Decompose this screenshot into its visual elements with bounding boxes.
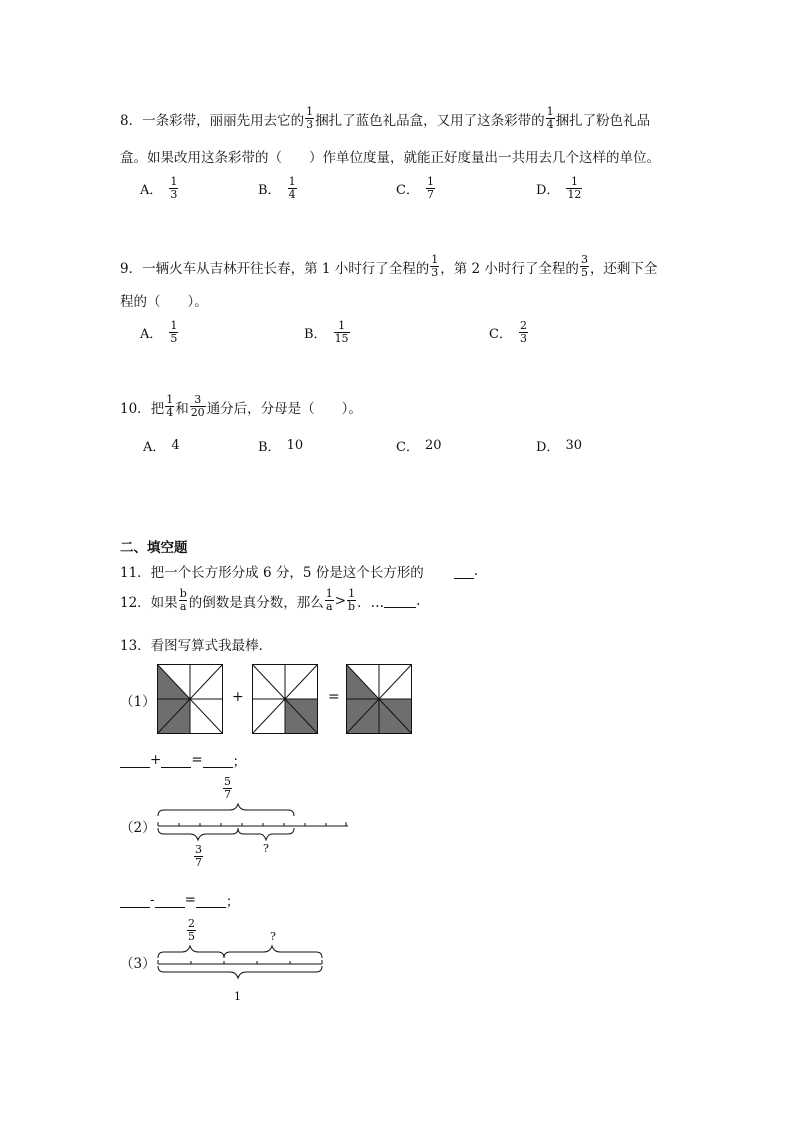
q9-text-2: ，第 2 小时行了全程的 xyxy=(440,260,579,277)
q12-fraction-1-over-a: $\frac{1}{a}$ xyxy=(325,587,333,613)
q10-line1 xyxy=(120,394,362,419)
q12-fraction-b-over-a: $\frac{b}{a}$ xyxy=(179,587,187,613)
q10-text-1: 把 xyxy=(150,400,165,417)
q8-option-a[interactable]: A． $\frac{1}{3}$ xyxy=(140,175,178,201)
q10-option-b[interactable]: B． 10 xyxy=(258,438,304,455)
q8-option-d[interactable]: D． $\frac{1}{12}$ xyxy=(536,175,582,201)
q13-equation-1: + = ； xyxy=(120,750,246,770)
q10-fraction-1: $\frac{1}{4}$ xyxy=(166,393,174,419)
equals-sign: = xyxy=(328,689,340,705)
section-heading: 二、填空题 xyxy=(120,540,188,556)
q12-line: 12．如果 $\frac{b}{a}$ 的倒数是真分数，那么 $\frac{1}{a}$ > $\frac{1}{b}$ ．… . xyxy=(120,587,421,613)
q9-line1 xyxy=(120,254,657,279)
q10-number: 10． xyxy=(120,400,151,417)
q12-text-1: 12．如果 xyxy=(120,594,178,611)
p2-top-fraction: $\frac{5}{7}$ xyxy=(224,775,231,801)
p2-question-mark: ? xyxy=(263,842,269,855)
q13-part3-label: （3） xyxy=(120,956,156,972)
q12-greater-than: > xyxy=(334,592,347,609)
blank-difference[interactable] xyxy=(196,893,226,908)
square-2 xyxy=(252,664,318,734)
q9-fraction-2: $\frac{3}{5}$ xyxy=(580,253,588,279)
q9-option-b[interactable]: B． $\frac{1}{15}$ xyxy=(304,319,349,345)
q13-part2-label: （2） xyxy=(120,820,156,836)
square-3 xyxy=(346,664,412,734)
q11-answer-blank[interactable] xyxy=(454,564,474,579)
square-1 xyxy=(157,664,223,734)
number-line-3 xyxy=(156,944,326,986)
p3-question-mark: ? xyxy=(270,930,276,943)
q12-text-3: ．… xyxy=(357,594,385,611)
q10-fraction-2: $\frac{3}{20}$ xyxy=(190,393,205,419)
q13-equation-2: - = ； xyxy=(120,890,239,910)
q13-title: 13．看图写算式我最棒． xyxy=(120,638,273,654)
q9-text-1: 一辆火车从吉林开往长春，第 1 小时行了全程的 xyxy=(142,260,430,277)
plus-sign: + xyxy=(232,689,244,705)
q13-part1-label: （1） xyxy=(120,694,156,710)
p3-top-fraction: $\frac{2}{5}$ xyxy=(188,917,195,943)
q11-line: 11．把一个长方形分成 6 分，5 份是这个长方形的 . xyxy=(120,563,479,581)
q8-text-2: 捆扎了蓝色礼品盒，又用了这条彩带的 xyxy=(315,112,545,129)
q10-option-c[interactable]: C． 20 xyxy=(396,438,442,455)
q8-number: 8． xyxy=(120,112,143,129)
q10-option-a[interactable]: A． 4 xyxy=(143,438,180,455)
q8-fraction-2: $\frac{1}{4}$ xyxy=(546,105,554,131)
p3-whole-label: 1 xyxy=(234,990,241,1003)
q8-fraction-1: $\frac{1}{3}$ xyxy=(306,105,314,131)
p2-bottom-fraction: $\frac{3}{7}$ xyxy=(195,843,202,869)
blank-addend-1[interactable] xyxy=(120,753,150,768)
q8-option-b[interactable]: B． $\frac{1}{4}$ xyxy=(258,175,296,201)
q11-text: 11．把一个长方形分成 6 分，5 份是这个长方形的 xyxy=(120,565,424,581)
q8-text-1: 一条彩带，丽丽先用去它的 xyxy=(142,112,305,129)
blank-minuend[interactable] xyxy=(120,893,150,908)
q12-fraction-1-over-b: $\frac{1}{b}$ xyxy=(348,587,356,613)
q10-text-2: 和 xyxy=(175,400,189,417)
blank-subtrahend[interactable] xyxy=(155,893,185,908)
number-line-2 xyxy=(156,802,352,842)
q10-text-3: 通分后，分母是（ ）。 xyxy=(206,400,362,417)
q12-text-2: 的倒数是真分数，那么 xyxy=(188,594,324,611)
q9-line2: 程的（ ）。 xyxy=(120,294,208,310)
blank-addend-2[interactable] xyxy=(161,753,191,768)
q9-fraction-1: $\frac{1}{3}$ xyxy=(431,253,439,279)
q8-line2: 盒。如果改用这条彩带的（ ）作单位度量，就能正好度量出一共用去几个这样的单位。 xyxy=(120,150,660,166)
q8-text-3: 捆扎了粉色礼品 xyxy=(555,112,651,129)
q12-answer-blank[interactable] xyxy=(384,593,416,608)
q9-text-3: ，还剩下全 xyxy=(589,260,658,277)
q10-option-d[interactable]: D． 30 xyxy=(536,438,582,455)
q9-option-c[interactable]: C． $\frac{2}{3}$ xyxy=(489,319,527,345)
q9-option-a[interactable]: A． $\frac{1}{5}$ xyxy=(140,319,178,345)
blank-sum[interactable] xyxy=(203,753,233,768)
q8-line1 xyxy=(120,106,650,131)
q9-number: 9． xyxy=(120,260,143,277)
q8-option-c[interactable]: C． $\frac{1}{7}$ xyxy=(396,175,434,201)
